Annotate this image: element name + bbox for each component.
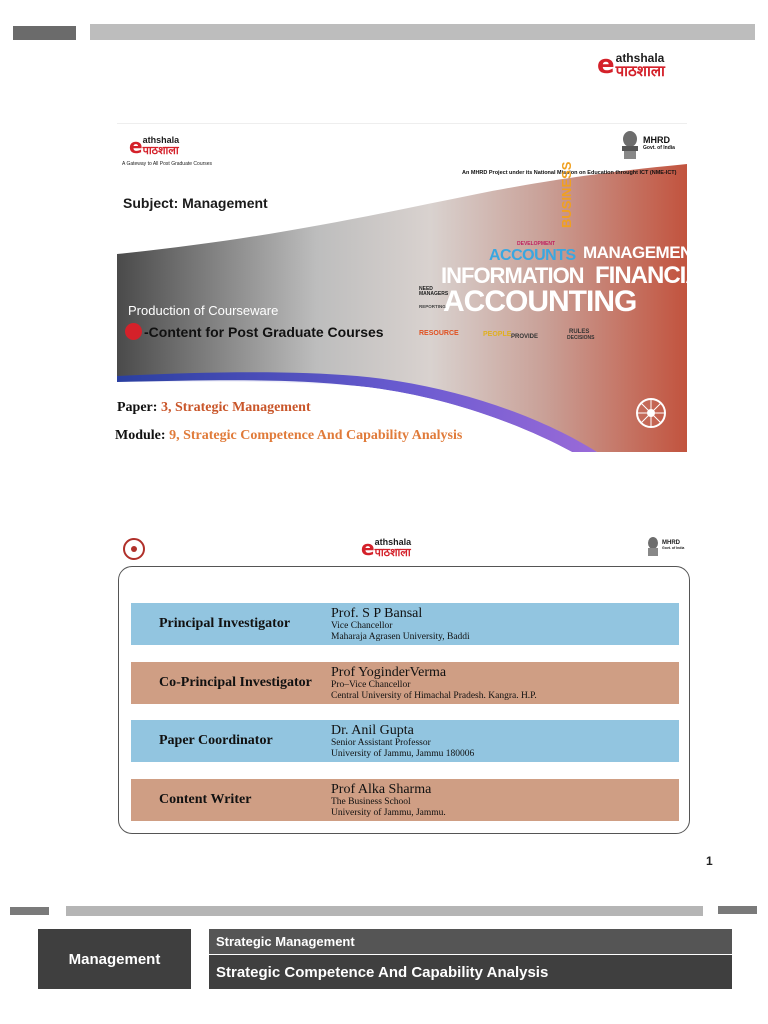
e-logo-icon (125, 323, 142, 340)
slide1-mhrd: MHRD (643, 135, 670, 145)
credit-name: Dr. Anil Gupta (331, 722, 414, 738)
econtent-text: -Content for Post Graduate Courses (144, 323, 384, 340)
wc-financial: FINANCIAL (595, 262, 716, 289)
title-slide (115, 123, 716, 451)
credit-line1: Vice Chancellor (331, 621, 393, 632)
slide1-goi: Govt. of India (643, 145, 675, 151)
slide2-goi: Govt. of India (662, 546, 685, 550)
slide2-logo-en: athshala (374, 537, 412, 547)
emblem-icon (619, 129, 641, 161)
slide1-econtent (125, 323, 384, 340)
page-number: 1 (706, 854, 713, 868)
wc-rules: RULES (569, 329, 590, 335)
slide2-logo-hi: पाठशाला (374, 546, 411, 559)
slide1-subject (123, 195, 268, 211)
wc-need-managers: NEED MANAGERS (419, 286, 449, 297)
credit-role: Co-Principal Investigator (159, 675, 312, 690)
slide1-module (115, 428, 462, 444)
slide1-logo-hi: पाठशाला (142, 144, 179, 157)
credit-name: Prof YoginderVerma (331, 664, 447, 680)
slide1-tagline: A Gateway to All Post Graduate Courses (122, 161, 213, 167)
slide1-epathshala-logo (129, 134, 179, 158)
wc-information: INFORMATION (441, 263, 584, 288)
footer-bar-center (66, 906, 703, 916)
credit-row (131, 779, 679, 821)
credit-line1: Senior Assistant Professor (331, 738, 431, 749)
credits-slide (118, 528, 690, 834)
credit-line2: Maharaja Agrasen University, Baddi (331, 631, 470, 642)
header-bar-left (13, 26, 76, 40)
credit-line1: Pro–Vice Chancellor (331, 680, 411, 691)
credit-row (131, 603, 679, 645)
wc-development: DEVELOPMENT (517, 241, 556, 247)
footer-paper: Strategic Management (209, 929, 732, 954)
slide2-e-mark: e (361, 536, 375, 560)
paper-value: 3, Strategic Management (160, 400, 311, 415)
wc-people: PEOPLE (483, 331, 512, 338)
wc-accounting: ACCOUNTING (443, 285, 637, 318)
footer-module: Strategic Competence And Capability Analysis (209, 955, 732, 989)
wc-provide: PROVIDE (511, 334, 539, 340)
footer-bar-right (718, 906, 757, 914)
slide1-logo-en: athshala (142, 135, 180, 145)
credit-line1: The Business School (331, 797, 411, 808)
slide1-mission-text: An MHRD Project under its National Mission on Education throught ICT (NME-ICT) (462, 170, 677, 176)
slide2-epathshala-logo (361, 536, 411, 560)
ugc-emblem-small-icon (121, 536, 147, 562)
footer-subject: Management (38, 929, 191, 989)
credit-row (131, 720, 679, 762)
logo-text-hi: पाठशाला (615, 61, 665, 80)
subject-label: Subject: (123, 195, 179, 211)
slide1-paper (117, 400, 311, 416)
ugc-emblem-icon (634, 396, 668, 430)
credit-role: Paper Coordinator (159, 733, 273, 748)
epathshala-logo (597, 50, 665, 80)
paper-label: Paper: (117, 400, 158, 415)
subject-value: Management (182, 195, 268, 211)
epathshala-e-mark: e (597, 50, 615, 80)
footer-bar-left (10, 907, 49, 915)
logo-text-en: athshala (615, 50, 665, 65)
slide1-production: Production of Courseware (128, 303, 279, 318)
credit-line2: University of Jammu, Jammu 180006 (331, 748, 475, 759)
wc-reporting: REPORTING (419, 304, 446, 309)
credit-line2: Central University of Himachal Pradesh. Kangra. H.P. (331, 690, 537, 701)
credit-name: Prof Alka Sharma (331, 781, 432, 797)
credits-box (118, 566, 690, 834)
credit-role: Content Writer (159, 792, 252, 807)
wc-accounts: ACCOUNTS (489, 247, 576, 264)
credit-line2: University of Jammu, Jammu. (331, 807, 446, 818)
credit-name: Prof. S P Bansal (331, 605, 423, 621)
slide1-e-mark: e (129, 134, 143, 158)
credit-row (131, 662, 679, 704)
slide2-emblem-icon (646, 536, 660, 558)
wc-decisions: DECISIONS (567, 335, 595, 341)
header-bar-right (90, 24, 755, 40)
wc-business: BUSINESS (559, 161, 574, 228)
module-value: 9, Strategic Competence And Capability Analysis (169, 428, 463, 443)
module-label: Module: (115, 428, 166, 443)
credit-role: Principal Investigator (159, 616, 291, 631)
slide2-mhrd: MHRD (662, 540, 680, 546)
wc-resource: RESOURCE (419, 330, 459, 337)
wc-management: MANAGEMENT (583, 243, 702, 262)
